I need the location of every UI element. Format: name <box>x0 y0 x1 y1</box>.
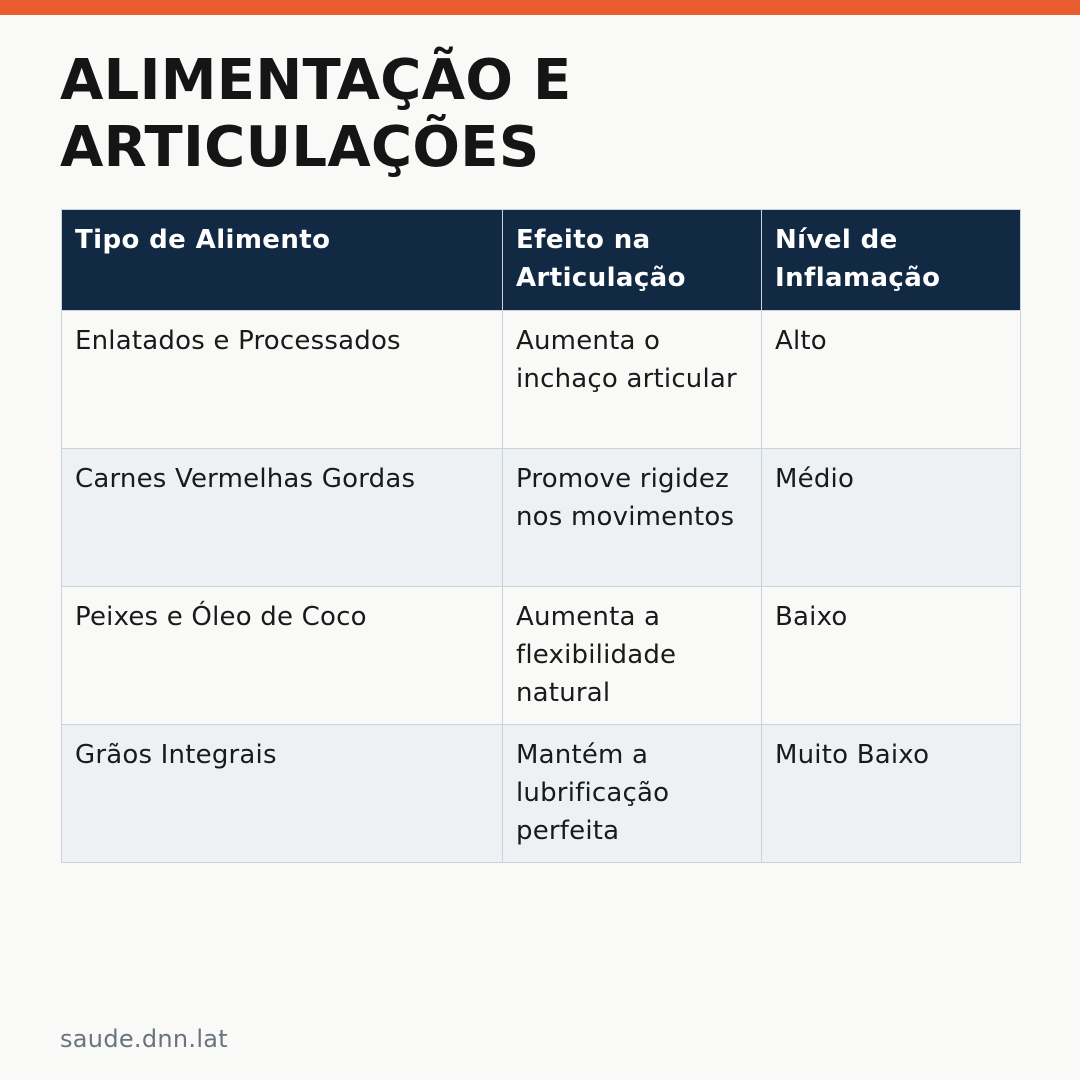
cell-inflammation-level: Baixo <box>762 587 1021 725</box>
cell-inflammation-level: Médio <box>762 449 1021 587</box>
table-row <box>62 311 1021 449</box>
table-row <box>62 449 1021 587</box>
column-header-food-type: Tipo de Alimento <box>62 210 503 311</box>
table-row <box>62 725 1021 863</box>
cell-inflammation-level: Muito Baixo <box>762 725 1021 863</box>
column-header-joint-effect: Efeito na Articulação <box>503 210 762 311</box>
cell-food-type: Carnes Vermelhas Gordas <box>62 449 503 587</box>
cell-inflammation-level: Alto <box>762 311 1021 449</box>
food-joints-table <box>61 209 1021 863</box>
accent-top-bar <box>0 0 1080 15</box>
cell-joint-effect: Promove rigidez nos movimentos <box>503 449 762 587</box>
footer-site-url: saude.dnn.lat <box>60 1025 229 1053</box>
cell-food-type: Grãos Integrais <box>62 725 503 863</box>
cell-food-type: Enlatados e Processados <box>62 311 503 449</box>
table-header-row <box>62 210 1021 311</box>
cell-joint-effect: Aumenta a flexibilidade natural <box>503 587 762 725</box>
cell-joint-effect: Mantém a lubrificação perfeita <box>503 725 762 863</box>
cell-food-type: Peixes e Óleo de Coco <box>62 587 503 725</box>
table-row <box>62 587 1021 725</box>
column-header-inflammation-level: Nível de Inflamação <box>762 210 1021 311</box>
cell-joint-effect: Aumenta o inchaço articular <box>503 311 762 449</box>
page-title: ALIMENTAÇÃO E ARTICULAÇÕES <box>60 48 572 180</box>
